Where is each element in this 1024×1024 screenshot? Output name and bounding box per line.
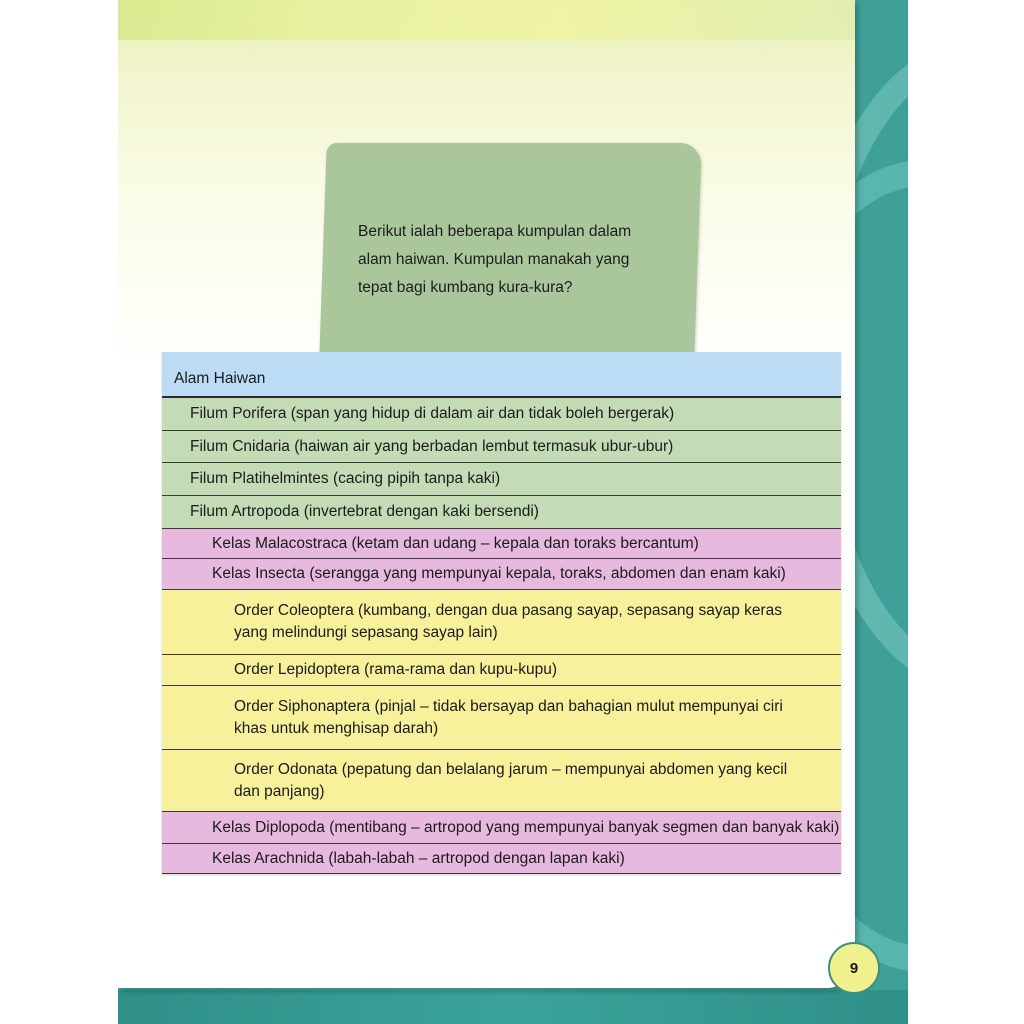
question-line: Berikut ialah beberapa kumpulan dalam	[358, 223, 632, 240]
book-page	[118, 0, 908, 1024]
table-row-label: Kelas Arachnida (labah-labah – artropod dengan lapan kaki)	[212, 849, 625, 867]
page-number: 9	[849, 959, 859, 977]
table-row-kelas	[162, 559, 841, 590]
table-row-label: Kelas Insecta (serangga yang mempunyai kepala, toraks, abdomen dan enam kaki)	[212, 565, 786, 582]
table-row-label: Filum Porifera (span yang hidup di dalam air dan tidak boleh bergerak)	[190, 405, 675, 422]
table-row-order	[162, 590, 841, 655]
question-line: tepat bagi kumbang kura-kura?	[358, 279, 573, 296]
table-row-filum	[162, 496, 841, 529]
table-header-row	[162, 352, 841, 398]
table-row-label: Filum Cnidaria (haiwan air yang berbadan lembut termasuk ubur-ubur)	[190, 437, 674, 455]
table-row-label: Order Siphonaptera (pinjal – tidak bersayap dan bahagian mulut mempunyai ciri khas untuk menghisap darah)	[234, 697, 783, 737]
table-row-filum	[162, 398, 841, 431]
table-row-label: Kelas Malacostraca (ketam dan udang – kepala dan toraks bercantum)	[212, 534, 699, 552]
table-row-order	[162, 686, 841, 750]
table-row-kelas	[162, 812, 841, 844]
question-line: alam haiwan. Kumpulan manakah yang	[358, 251, 630, 268]
table-row-label: Order Coleoptera (kumbang, dengan dua pasang sayap, sepasang sayap keras yang melindungi sepasang sayap lain)	[234, 602, 783, 641]
table-header-label: Alam Haiwan	[174, 370, 266, 387]
table-row-order	[162, 655, 841, 686]
table-row-order	[162, 750, 841, 812]
content-panel	[118, 0, 855, 988]
table-row-filum	[162, 463, 841, 496]
table-row-filum	[162, 431, 841, 463]
table-row-kelas	[162, 844, 841, 874]
classification-table	[162, 352, 841, 874]
table-row-label: Kelas Diplopoda (mentibang – artropod yang mempunyai banyak segmen dan banyak kaki)	[212, 818, 840, 836]
table-row-label: Order Lepidoptera (rama-rama dan kupu-kupu)	[234, 661, 558, 678]
page-bottom-border	[118, 990, 908, 1024]
decorative-header-band	[118, 0, 855, 40]
page-number-badge	[828, 942, 880, 994]
question-text	[358, 218, 658, 302]
table-row-label: Filum Artropoda (invertebrat dengan kaki bersendi)	[190, 503, 539, 520]
table-row-kelas	[162, 529, 841, 559]
table-row-label: Filum Platihelmintes (cacing pipih tanpa kaki)	[190, 470, 501, 487]
table-row-label: Order Odonata (pepatung dan belalang jarum – mempunyai abdomen yang kecil dan panjang)	[234, 760, 788, 800]
